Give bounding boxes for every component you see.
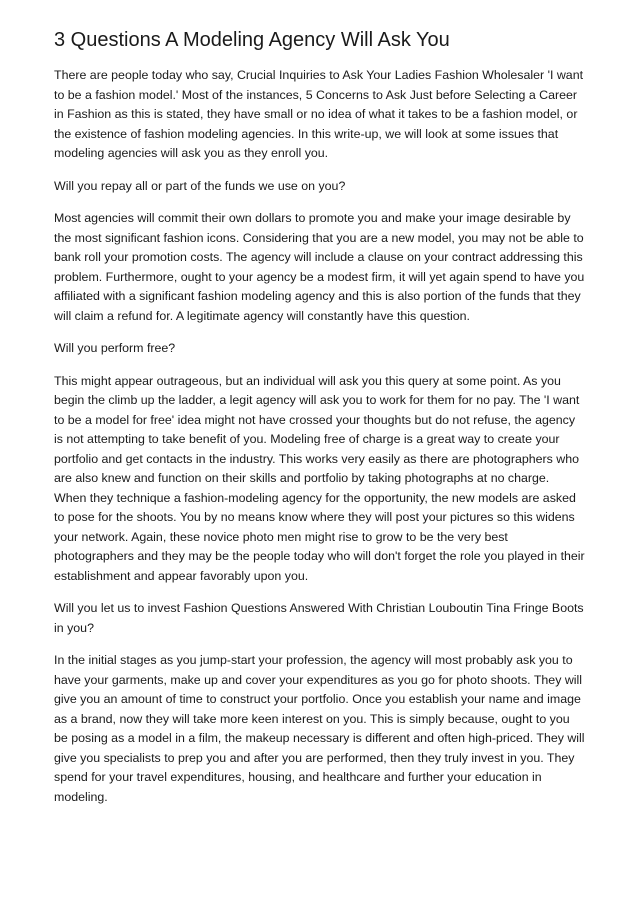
question-heading-invest: Will you let us to invest Fashion Questions Answered With Christian Louboutin Tina Fringe Boots in you? — [54, 601, 584, 635]
repay-paragraph: Most agencies will commit their own dollars to promote you and make your image desirable by the most significant fashion icons. Considering that you are a new model, you may not be able to bank roll your promotion costs. The agency will include a clause on your contract addressing this problem. Furthermore, ought to your agency be a modest firm, it will yet again spend to have you affiliated with a significant fashion modeling agency and this is also portion of the funds that they will claim a refund for. A legitimate agency will constantly have this question. — [54, 211, 585, 323]
free-paragraph: This might appear outrageous, but an individual will ask you this query at some point. As you begin the climb up the ladder, a legit agency will ask you to work for them for no pay. The 'I want to be a model for free' idea might not have crossed your thoughts but do not refuse, the agency is not attempting to take benefit of you. Modeling free of charge is a great way to create your portfolio and get contacts in the industry. This works very easily as there are photographers who are also knew and function on their skills and portfolio by taking photographs at no charge. When they technique a fashion-modeling agency for the opportunity, the new models are asked to pose for the shoots. You by no means know where they will post your pictures so this widens your network. Again, these novice photo men might rise to grow to be the very best photographers and they may be the people today who will don't forget the role you played in their establishment and appear favorably upon you. — [54, 373, 585, 583]
question-heading-repay: Will you repay all or part of the funds we use on you? — [54, 178, 346, 193]
document-title: 3 Questions A Modeling Agency Will Ask You — [54, 29, 450, 51]
intro-paragraph: There are people today who say, Crucial Inquiries to Ask Your Ladies Fashion Wholesaler 'I want to be a fashion model.' Most of the instances, 5 Concerns to Ask Just before Selecting a Career in Fashion as this is stated, they have small or no idea of what it takes to be a fashion model, or the existence of fashion modeling agencies. In this write-up, we will look at some issues that modeling agencies will ask you as they enroll you. — [54, 68, 584, 160]
invest-paragraph: In the initial stages as you jump-start your profession, the agency will most probably ask you to have your garments, make up and cover your expenditures as you go for photo shoots. They will give you an amount of time to construct your portfolio. Once you establish your name and image as a brand, now they will take more keen interest on you. This is simply because, ought to you be posing as a model in a film, the makeup necessary is different and often high-priced. They will give you specialists to prep you and after you are performed, then they truly invest in you. They spend for your travel expenditures, housing, and healthcare and further your education in modeling. — [54, 653, 585, 804]
question-heading-free: Will you perform free? — [54, 341, 176, 355]
